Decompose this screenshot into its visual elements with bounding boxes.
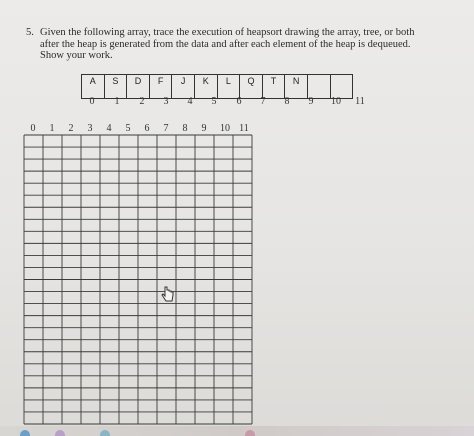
- grid-index-10: 10: [220, 123, 230, 134]
- question-line-1: Given the following array, trace the execution of heapsort drawing the array, tree, or both: [40, 27, 415, 38]
- grid-index-5: 5: [125, 123, 131, 134]
- grid-index-11: 11: [239, 123, 249, 134]
- bottom-blob-4: [245, 430, 255, 436]
- bottom-blob-2: [55, 430, 65, 436]
- array-cell-8: T: [262, 75, 285, 99]
- array-cell-1: S: [104, 75, 127, 99]
- array-index-2: 2: [139, 96, 145, 107]
- grid-index-1: 1: [49, 123, 55, 134]
- grid-index-4: 4: [106, 123, 112, 134]
- array-cell-5: K: [194, 75, 217, 99]
- array-cell-0: A: [82, 75, 105, 99]
- grid-index-6: 6: [144, 123, 150, 134]
- array-index-0: 0: [89, 96, 95, 107]
- array-cell-6: L: [217, 75, 240, 99]
- array-index-8: 8: [284, 96, 290, 107]
- question-number: 5.: [26, 27, 34, 38]
- array-cell-9: N: [285, 75, 308, 99]
- grid-index-7: 7: [163, 123, 169, 134]
- array-cell-3: F: [149, 75, 172, 99]
- array-index-7: 7: [260, 96, 266, 107]
- grid-index-0: 0: [30, 123, 36, 134]
- array-index-11: 11: [355, 96, 365, 107]
- array-index-1: 1: [114, 96, 120, 107]
- grid-index-8: 8: [182, 123, 188, 134]
- question-line-2: after the heap is generated from the data and after each element of the heap is dequeued.: [40, 38, 411, 50]
- array-index-10: 10: [331, 96, 341, 107]
- bottom-blob-3: [100, 430, 110, 436]
- question-line-3: Show your work.: [40, 50, 113, 61]
- grid-index-3: 3: [87, 123, 93, 134]
- array-index-3: 3: [163, 96, 169, 107]
- grid-index-9: 9: [201, 123, 207, 134]
- array-index-9: 9: [308, 96, 314, 107]
- bottom-blob-1: [20, 430, 30, 436]
- array-cell-7: Q: [240, 75, 263, 99]
- array-cell-2: D: [127, 75, 150, 99]
- array-index-5: 5: [211, 96, 217, 107]
- grid-index-2: 2: [68, 123, 74, 134]
- array-index-4: 4: [187, 96, 193, 107]
- array-index-6: 6: [236, 96, 242, 107]
- bottom-edge: [0, 426, 474, 436]
- array-cell-4: J: [172, 75, 195, 99]
- grid-lines: [24, 135, 252, 424]
- hand-cursor-icon: [161, 286, 175, 302]
